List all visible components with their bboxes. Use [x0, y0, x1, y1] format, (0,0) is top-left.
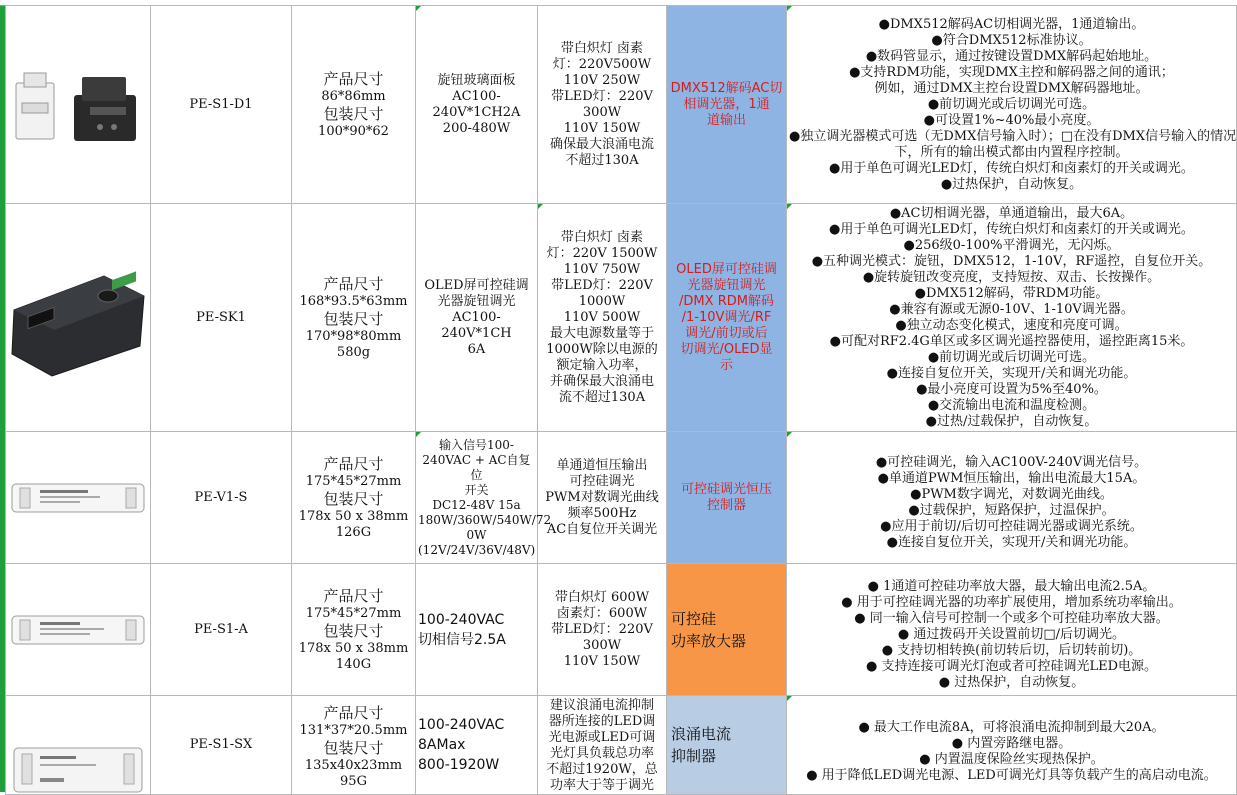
cell-comment-marker: [416, 432, 421, 437]
load-line: 110V 500W: [563, 309, 641, 325]
func-line: 控制器: [706, 497, 746, 513]
load-line: 灯：220V 1500W: [546, 245, 658, 261]
feature-item: 下，所有的输出模式都由内置程序控制。: [894, 144, 1129, 160]
load-line: 110V 150W: [563, 653, 641, 669]
package-value: 170*98*80mm: [305, 328, 402, 344]
desc-line: 240VAC + AC自复位: [422, 452, 531, 482]
feature-item: ●五种调光模式：旋钮，DMX512，1-10V，RF遥控，自复位开关。: [811, 253, 1212, 269]
weight-value: 95G: [340, 774, 367, 789]
load-line: 300W: [582, 637, 622, 653]
size-label: 产品尺寸: [323, 69, 384, 88]
load-line: 额定输入功率，: [556, 357, 648, 373]
load-cell: [538, 6, 667, 204]
package-label: 包装尺寸: [323, 104, 384, 123]
feature-item: ●256级0-100%平滑调光，无闪烁。: [903, 237, 1120, 253]
feature-item: ●独立调光器模式可选（无DMX信号输入时）；□在没有DMX信号输入的情况: [789, 128, 1237, 144]
feature-item: ● 内置温度保险丝实现热保护。: [919, 752, 1104, 767]
model-cell: PE-S1-SX: [151, 696, 292, 795]
size-cell: [292, 564, 416, 696]
desc-line: 6A: [467, 341, 486, 357]
product-table: [5, 5, 1237, 795]
load-line: 110V 250W: [563, 72, 641, 88]
package-value: 178x 50 x 38mm: [298, 508, 409, 524]
feature-item: ●可配对RF2.4G单区或多区调光遥控器使用，遥控距离15米。: [829, 333, 1194, 349]
func-line: 可控硅: [671, 609, 717, 628]
size-value: 86*86mm: [321, 88, 386, 104]
weight-value: 126G: [335, 524, 372, 540]
product-image-cell: [6, 696, 151, 795]
din-rail-dimmer-image: [10, 55, 146, 155]
load-cell: [538, 204, 667, 432]
func-line: 示: [719, 357, 733, 373]
desc-line: 光器旋钮调光: [437, 293, 516, 309]
desc-line: OLED屏可控硅调: [424, 277, 529, 293]
weight-value: 580g: [336, 344, 371, 360]
feature-item: ●前切调光或后切调光可选。: [927, 96, 1096, 112]
features-cell: [787, 564, 1237, 696]
feature-item: ●符合DMX512标准协议。: [931, 32, 1092, 48]
feature-item: 例如，通过DMX主控台设置DMX解码器地址。: [874, 80, 1149, 96]
func-line: 可控硅调光恒压: [680, 481, 772, 497]
load-line: 不超过1920W，总: [546, 762, 658, 777]
feature-item: ●前切调光或后切调光可选。: [927, 349, 1096, 365]
function-cell: [667, 204, 787, 432]
features-cell: [787, 204, 1237, 432]
desc-line: 180W/360W/540W/72: [418, 512, 552, 527]
size-label: 产品尺寸: [323, 586, 384, 605]
model-cell: PE-S1-D1: [151, 6, 292, 204]
feature-item: ● 通过拨码开关设置前切□/后切调光。: [897, 626, 1126, 642]
feature-item: ●旋转旋钮改变亮度，支持短按、双击、长按操作。: [862, 269, 1161, 285]
load-line: 带LED灯：220V: [551, 621, 653, 637]
description-cell: [416, 6, 538, 204]
feature-item: ● 用于可控硅调光器的功率扩展使用，增加系统功率输出。: [841, 594, 1182, 610]
load-line: AC自复位开关调光: [546, 521, 658, 537]
package-label: 包装尺寸: [323, 489, 384, 508]
size-cell: [292, 432, 416, 564]
function-cell: [667, 564, 787, 696]
feature-item: ●连接自复位开关，实现开/关和调光功能。: [886, 365, 1137, 381]
load-line: 单通道恒压输出: [556, 457, 648, 473]
model-cell: PE-SK1: [151, 204, 292, 432]
product-image-cell: [6, 6, 151, 204]
feature-item: ● 1通道可控硅功率放大器，最大输出电流2.5A。: [867, 578, 1156, 594]
knob-dimmer-image: [8, 258, 148, 378]
desc-line: 0W: [466, 527, 487, 542]
desc-line: DC12-48V 15a: [432, 497, 521, 512]
package-value: 135x40x23mm: [304, 758, 403, 773]
feature-item: ●应用于前切/后切可控硅调光器或调光系统。: [880, 518, 1143, 534]
table-row: [6, 432, 1237, 564]
load-line: 器所连接的LED调: [548, 714, 656, 729]
load-line: 建议浪涌电流抑制: [549, 698, 654, 713]
load-line: 光灯具负载总功率: [549, 746, 654, 761]
feature-item: ●可控硅调光，输入AC100V-240V调光信号。: [875, 454, 1148, 470]
load-cell: [538, 564, 667, 696]
feature-item: ● 最大工作电流8A，可将浪涌电流抑制到最大20A。: [858, 720, 1165, 735]
load-line: 不超过130A: [565, 152, 639, 168]
feature-item: ● 同一输入信号可控制一个或多个可控硅功率放大器。: [854, 610, 1169, 626]
func-line: /1-10V调光/RF: [681, 309, 772, 325]
feature-item: ●交流输出电流和温度检测。: [927, 397, 1096, 413]
load-line: 可控硅调光: [569, 473, 635, 489]
load-line: 带白炽灯 卤素: [560, 40, 644, 56]
func-line: 浪涌电流: [671, 725, 732, 743]
package-value: 100*90*62: [318, 123, 389, 139]
cell-comment-marker: [787, 432, 792, 437]
feature-item: ●过载保护，短路保护，过温保护。: [908, 502, 1115, 518]
feature-item: ●用于单色可调光LED灯，传统白炽灯和卤素灯的开关或调光。: [829, 160, 1194, 176]
load-cell: [538, 696, 667, 795]
package-label: 包装尺寸: [323, 621, 384, 640]
feature-item: ● 支持切相转换(前切转后切，后切转前切)。: [881, 642, 1142, 658]
size-cell: [292, 6, 416, 204]
description-cell: [416, 204, 538, 432]
size-value: 175*45*27mm: [305, 605, 402, 621]
desc-line: (12V/24V/36V/48V): [418, 542, 536, 557]
load-line: 卤素灯：600W: [556, 605, 648, 621]
package-label: 包装尺寸: [323, 739, 384, 757]
size-value: 175*45*27mm: [305, 473, 402, 489]
features-cell: [787, 6, 1237, 204]
surge-suppressor-image: [10, 738, 146, 794]
cell-comment-marker: [416, 6, 421, 11]
load-line: 带LED灯：220V: [551, 88, 653, 104]
product-image-cell: [6, 564, 151, 696]
weight-value: 140G: [335, 656, 372, 672]
func-line: OLED屏可控硅调: [676, 261, 777, 277]
load-line: 流不超过130A: [558, 389, 646, 405]
load-line: 并确保最大浪涌电: [549, 373, 654, 389]
load-line: 最大电源数量等于: [549, 325, 654, 341]
feature-item: ●支持RDM功能，实现DMX主控和解码器之间的通讯；: [849, 64, 1174, 80]
table-row: [6, 6, 1237, 204]
product-image-cell: [6, 204, 151, 432]
feature-item: ● 过热保护，自动恢复。: [938, 674, 1085, 690]
load-line: PWM对数调光曲线: [545, 489, 659, 505]
size-value: 131*37*20.5mm: [299, 723, 408, 738]
features-cell: [787, 432, 1237, 564]
load-line: 带白炽灯 卤素: [560, 229, 644, 245]
model-cell: PE-S1-A: [151, 564, 292, 696]
desc-line: 200-480W: [442, 120, 511, 136]
load-line: 灯：220V500W: [552, 56, 652, 72]
desc-line: AC100-240V*1CH: [441, 309, 512, 341]
func-line: 功率放大器: [671, 631, 747, 650]
controller-module-image: [10, 476, 146, 520]
table-row: [6, 204, 1237, 432]
load-line: 光电源或LED可调: [548, 730, 656, 745]
cell-comment-marker: [787, 6, 792, 11]
size-label: 产品尺寸: [323, 274, 384, 293]
function-cell: [667, 6, 787, 204]
cell-comment-marker: [787, 204, 792, 209]
load-line: 功率大于等于调光: [549, 778, 654, 793]
function-cell: [667, 696, 787, 795]
func-line: /DMX RDM解码: [679, 293, 774, 309]
func-line: 抑制器: [671, 747, 717, 765]
cell-comment-marker: [787, 696, 792, 701]
product-image-cell: [6, 432, 151, 564]
description-cell: [416, 696, 538, 795]
size-label: 产品尺寸: [323, 454, 384, 473]
func-line: 切调光/OLED显: [680, 341, 773, 357]
amplifier-module-image: [10, 608, 146, 652]
load-line: 110V 750W: [563, 261, 641, 277]
table-row: [6, 564, 1237, 696]
feature-item: ●数码管显示，通过按键设置DMX解码起始地址。: [865, 48, 1158, 64]
func-line: 调光/前切或后: [685, 325, 768, 341]
desc-line: 输入信号100-: [439, 437, 514, 452]
func-line: 光器旋钮调光: [687, 277, 766, 293]
desc-line: 800-1920W: [418, 757, 500, 773]
feature-item: ●过热/过载保护，自动恢复。: [925, 413, 1098, 429]
package-label: 包装尺寸: [323, 309, 384, 328]
desc-line: 旋钮玻璃面板: [437, 72, 516, 88]
feature-item: ●PWM数字调光，对数调光曲线。: [910, 486, 1113, 502]
description-cell: [416, 564, 538, 696]
desc-line: 100-240VAC: [418, 611, 505, 628]
table-row: [6, 696, 1237, 795]
load-line: 300W: [582, 104, 622, 120]
feature-item: ●单通道PWM恒压输出，输出电流最大15A。: [877, 470, 1146, 486]
size-label: 产品尺寸: [323, 704, 384, 722]
size-value: 168*93.5*63mm: [299, 293, 408, 309]
desc-line: 切相信号2.5A: [418, 631, 506, 648]
desc-line: 8AMax: [418, 737, 466, 753]
feature-item: ● 支持连接可调光灯泡或者可控硅调光LED电源。: [865, 658, 1158, 674]
load-line: 1000W: [578, 293, 626, 309]
feature-item: ●可设置1%~40%最小亮度。: [923, 112, 1100, 128]
feature-item: ●独立动态变化模式，速度和亮度可调。: [895, 317, 1128, 333]
description-cell: [416, 432, 552, 564]
load-line: 带LED灯：220V: [551, 277, 653, 293]
feature-item: ●AC切相调光器，单通道输出，最大6A。: [889, 205, 1134, 221]
package-value: 178x 50 x 38mm: [298, 640, 409, 656]
feature-item: ●最小亮度可设置为5%至40%。: [916, 381, 1107, 397]
desc-line: 100-240VAC: [418, 717, 505, 733]
desc-line: 240V*1CH2A: [432, 104, 521, 120]
features-cell: [787, 696, 1237, 795]
feature-item: ● 用于降低LED调光电源、LED可调光灯具等负载产生的高启动电流。: [806, 768, 1217, 783]
load-line: 带白炽灯 600W: [554, 589, 650, 605]
load-line: 确保最大浪涌电流: [549, 136, 654, 152]
load-line: 110V 150W: [563, 120, 641, 136]
size-cell: [292, 204, 416, 432]
func-line: 相调光器，1通: [683, 96, 770, 112]
feature-item: ● 内置旁路继电器。: [951, 736, 1072, 751]
feature-item: ●连接自复位开关，实现开/关和调光功能。: [886, 534, 1137, 550]
cell-comment-marker: [538, 204, 543, 209]
feature-item: ●过热保护，自动恢复。: [940, 176, 1083, 192]
feature-item: ●兼容有源或无源0-10V、1-10V调光器。: [889, 301, 1134, 317]
feature-item: ●DMX512解码AC切相调光器，1通道输出。: [878, 16, 1145, 32]
load-cell: [538, 432, 667, 564]
func-line: 道输出: [706, 112, 746, 128]
size-cell: [292, 696, 416, 795]
load-line: 1000W除以电源的: [546, 341, 658, 357]
desc-line: 开关: [464, 482, 489, 497]
load-line: 频率500Hz: [567, 505, 637, 521]
model-cell: PE-V1-S: [151, 432, 292, 564]
feature-item: ●DMX512解码，带RDM功能。: [914, 285, 1109, 301]
desc-line: AC100-: [452, 88, 501, 104]
function-cell: [667, 432, 787, 564]
func-line: DMX512解码AC切: [670, 80, 783, 96]
feature-item: ●用于单色可调光LED灯，传统白炽灯和卤素灯的开关或调光。: [829, 221, 1194, 237]
